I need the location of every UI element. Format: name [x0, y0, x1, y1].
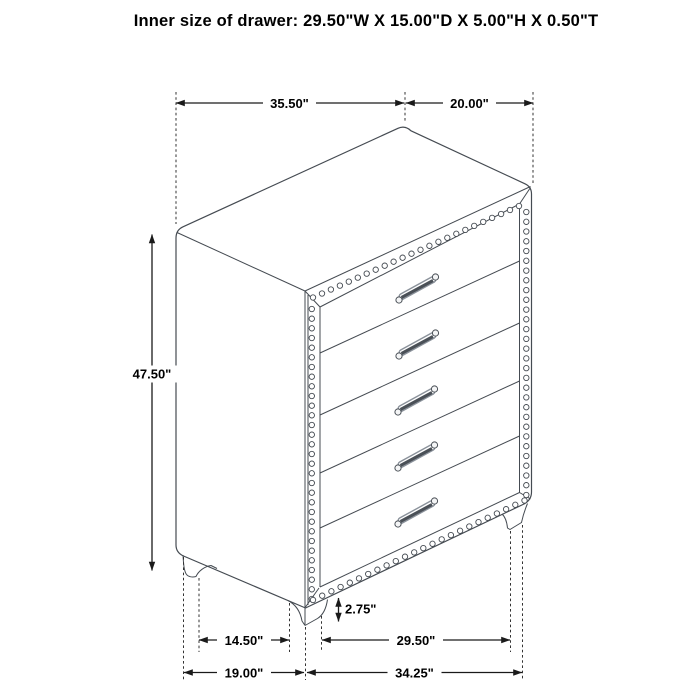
chest-body-silhouette: [176, 127, 532, 608]
drawer-handle-4: [395, 442, 438, 471]
drawer-handle-3: [395, 386, 438, 415]
diagram-title: Inner size of drawer: 29.50"W X 15.00"D X 5.00"H X 0.50"T: [133, 12, 599, 30]
dim-label-base-width: 34.25": [395, 665, 434, 681]
drawer-handle-2: [396, 330, 439, 359]
dim-label-front-leg-spacing: 29.50": [396, 633, 436, 648]
dim-leg-span-front: [322, 632, 510, 648]
nailhead-trim-left: [309, 306, 314, 601]
dim-leg-span-side: [199, 632, 289, 648]
dim-label-top-width: 35.50": [270, 96, 309, 111]
dim-base-depth: [184, 665, 304, 681]
chest-illustration: [176, 127, 532, 625]
drawer-handle-1: [396, 274, 439, 303]
dim-label-back-leg-spacing: 14.50": [224, 633, 264, 648]
nailhead-trim-right: [524, 209, 529, 497]
dim-height: [124, 235, 180, 571]
dim-top-width: [176, 95, 404, 111]
dim-label-height: 47.50": [132, 366, 172, 382]
dim-leg-height: [339, 598, 377, 622]
front-frame-top-edge: [305, 187, 531, 292]
dim-base-width: [307, 665, 522, 681]
top-face-edge: [177, 233, 305, 292]
dim-label-top-depth: 20.00": [450, 96, 489, 111]
dim-label-base-depth: 19.00": [224, 665, 264, 681]
dim-top-depth: [406, 95, 533, 111]
drawer-handle-5: [395, 498, 438, 527]
drawer-handles: [395, 274, 439, 527]
extension-lines: [176, 92, 533, 680]
dim-label-leg-height: 2.75": [345, 601, 377, 617]
